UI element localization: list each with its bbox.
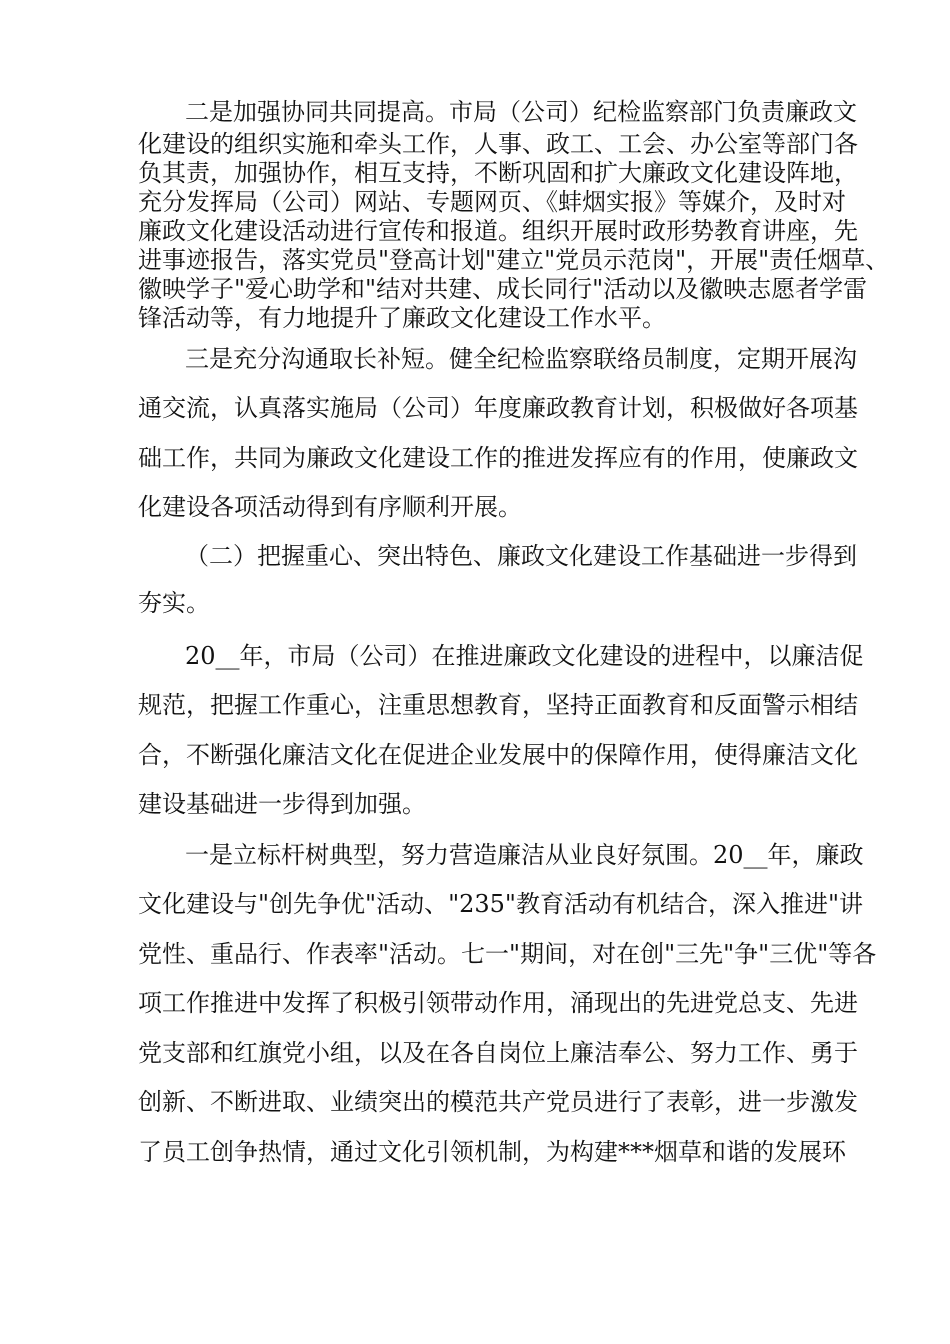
text-line: 三是充分沟通取长补短。健全纪检监察联络员制度，定期开展沟 xyxy=(185,345,857,373)
text-line: 20__年，市局（公司）在推进廉政文化建设的进程中，以廉洁促 xyxy=(185,642,864,670)
text-line: 规范，把握工作重心，注重思想教育，坚持正面教育和反面警示相结 xyxy=(138,691,858,719)
text-line: 锋活动等，有力地提升了廉政文化建设工作水平。 xyxy=(138,304,666,332)
text-line: 合，不断强化廉洁文化在促进企业发展中的保障作用，使得廉洁文化 xyxy=(138,741,858,769)
heading-line: （二）把握重心、突出特色、廉政文化建设工作基础进一步得到 xyxy=(185,542,857,570)
text-line: 建设基础进一步得到加强。 xyxy=(138,790,426,818)
text-line: 文化建设与"创先争优"活动、"235"教育活动有机结合，深入推进"讲 xyxy=(138,890,864,918)
text-line: 了员工创争热情，通过文化引领机制，为构建***烟草和谐的发展环 xyxy=(138,1138,846,1166)
heading-line: 夯实。 xyxy=(138,589,210,617)
text-line: 项工作推进中发挥了积极引领带动作用，涌现出的先进党总支、先进 xyxy=(138,989,858,1017)
text-line: 一是立标杆树典型，努力营造廉洁从业良好氛围。20__年，廉政 xyxy=(185,841,864,869)
text-line: 廉政文化建设活动进行宣传和报道。组织开展时政形势教育讲座，先 xyxy=(138,217,858,245)
text-line: 党支部和红旗党小组，以及在各自岗位上廉洁奉公、努力工作、勇于 xyxy=(138,1039,858,1067)
text-line: 进事迹报告，落实党员"登高计划"建立"党员示范岗"，开展"责任烟草、 xyxy=(138,246,890,274)
text-line: 通交流，认真落实施局（公司）年度廉政教育计划，积极做好各项基 xyxy=(138,394,858,422)
text-line: 徽映学子"爱心助学和"结对共建、成长同行"活动以及徽映志愿者学雷 xyxy=(138,275,868,303)
text-line: 二是加强协同共同提高。市局（公司）纪检监察部门负责廉政文 xyxy=(185,98,857,126)
text-line: 化建设的组织实施和牵头工作，人事、政工、工会、办公室等部门各 xyxy=(138,130,858,158)
text-line: 负其责，加强协作，相互支持，不断巩固和扩大廉政文化建设阵地， xyxy=(138,159,858,187)
text-line: 础工作，共同为廉政文化建设工作的推进发挥应有的作用，使廉政文 xyxy=(138,444,858,472)
text-line: 充分发挥局（公司）网站、专题网页、《蚌烟实报》等媒介，及时对 xyxy=(138,188,846,216)
text-line: 党性、重品行、作表率"活动。七一"期间，对在创"三先"争"三优"等各 xyxy=(138,940,877,968)
text-line: 创新、不断进取、业绩突出的模范共产党员进行了表彰，进一步激发 xyxy=(138,1088,858,1116)
text-line: 化建设各项活动得到有序顺利开展。 xyxy=(138,493,522,521)
